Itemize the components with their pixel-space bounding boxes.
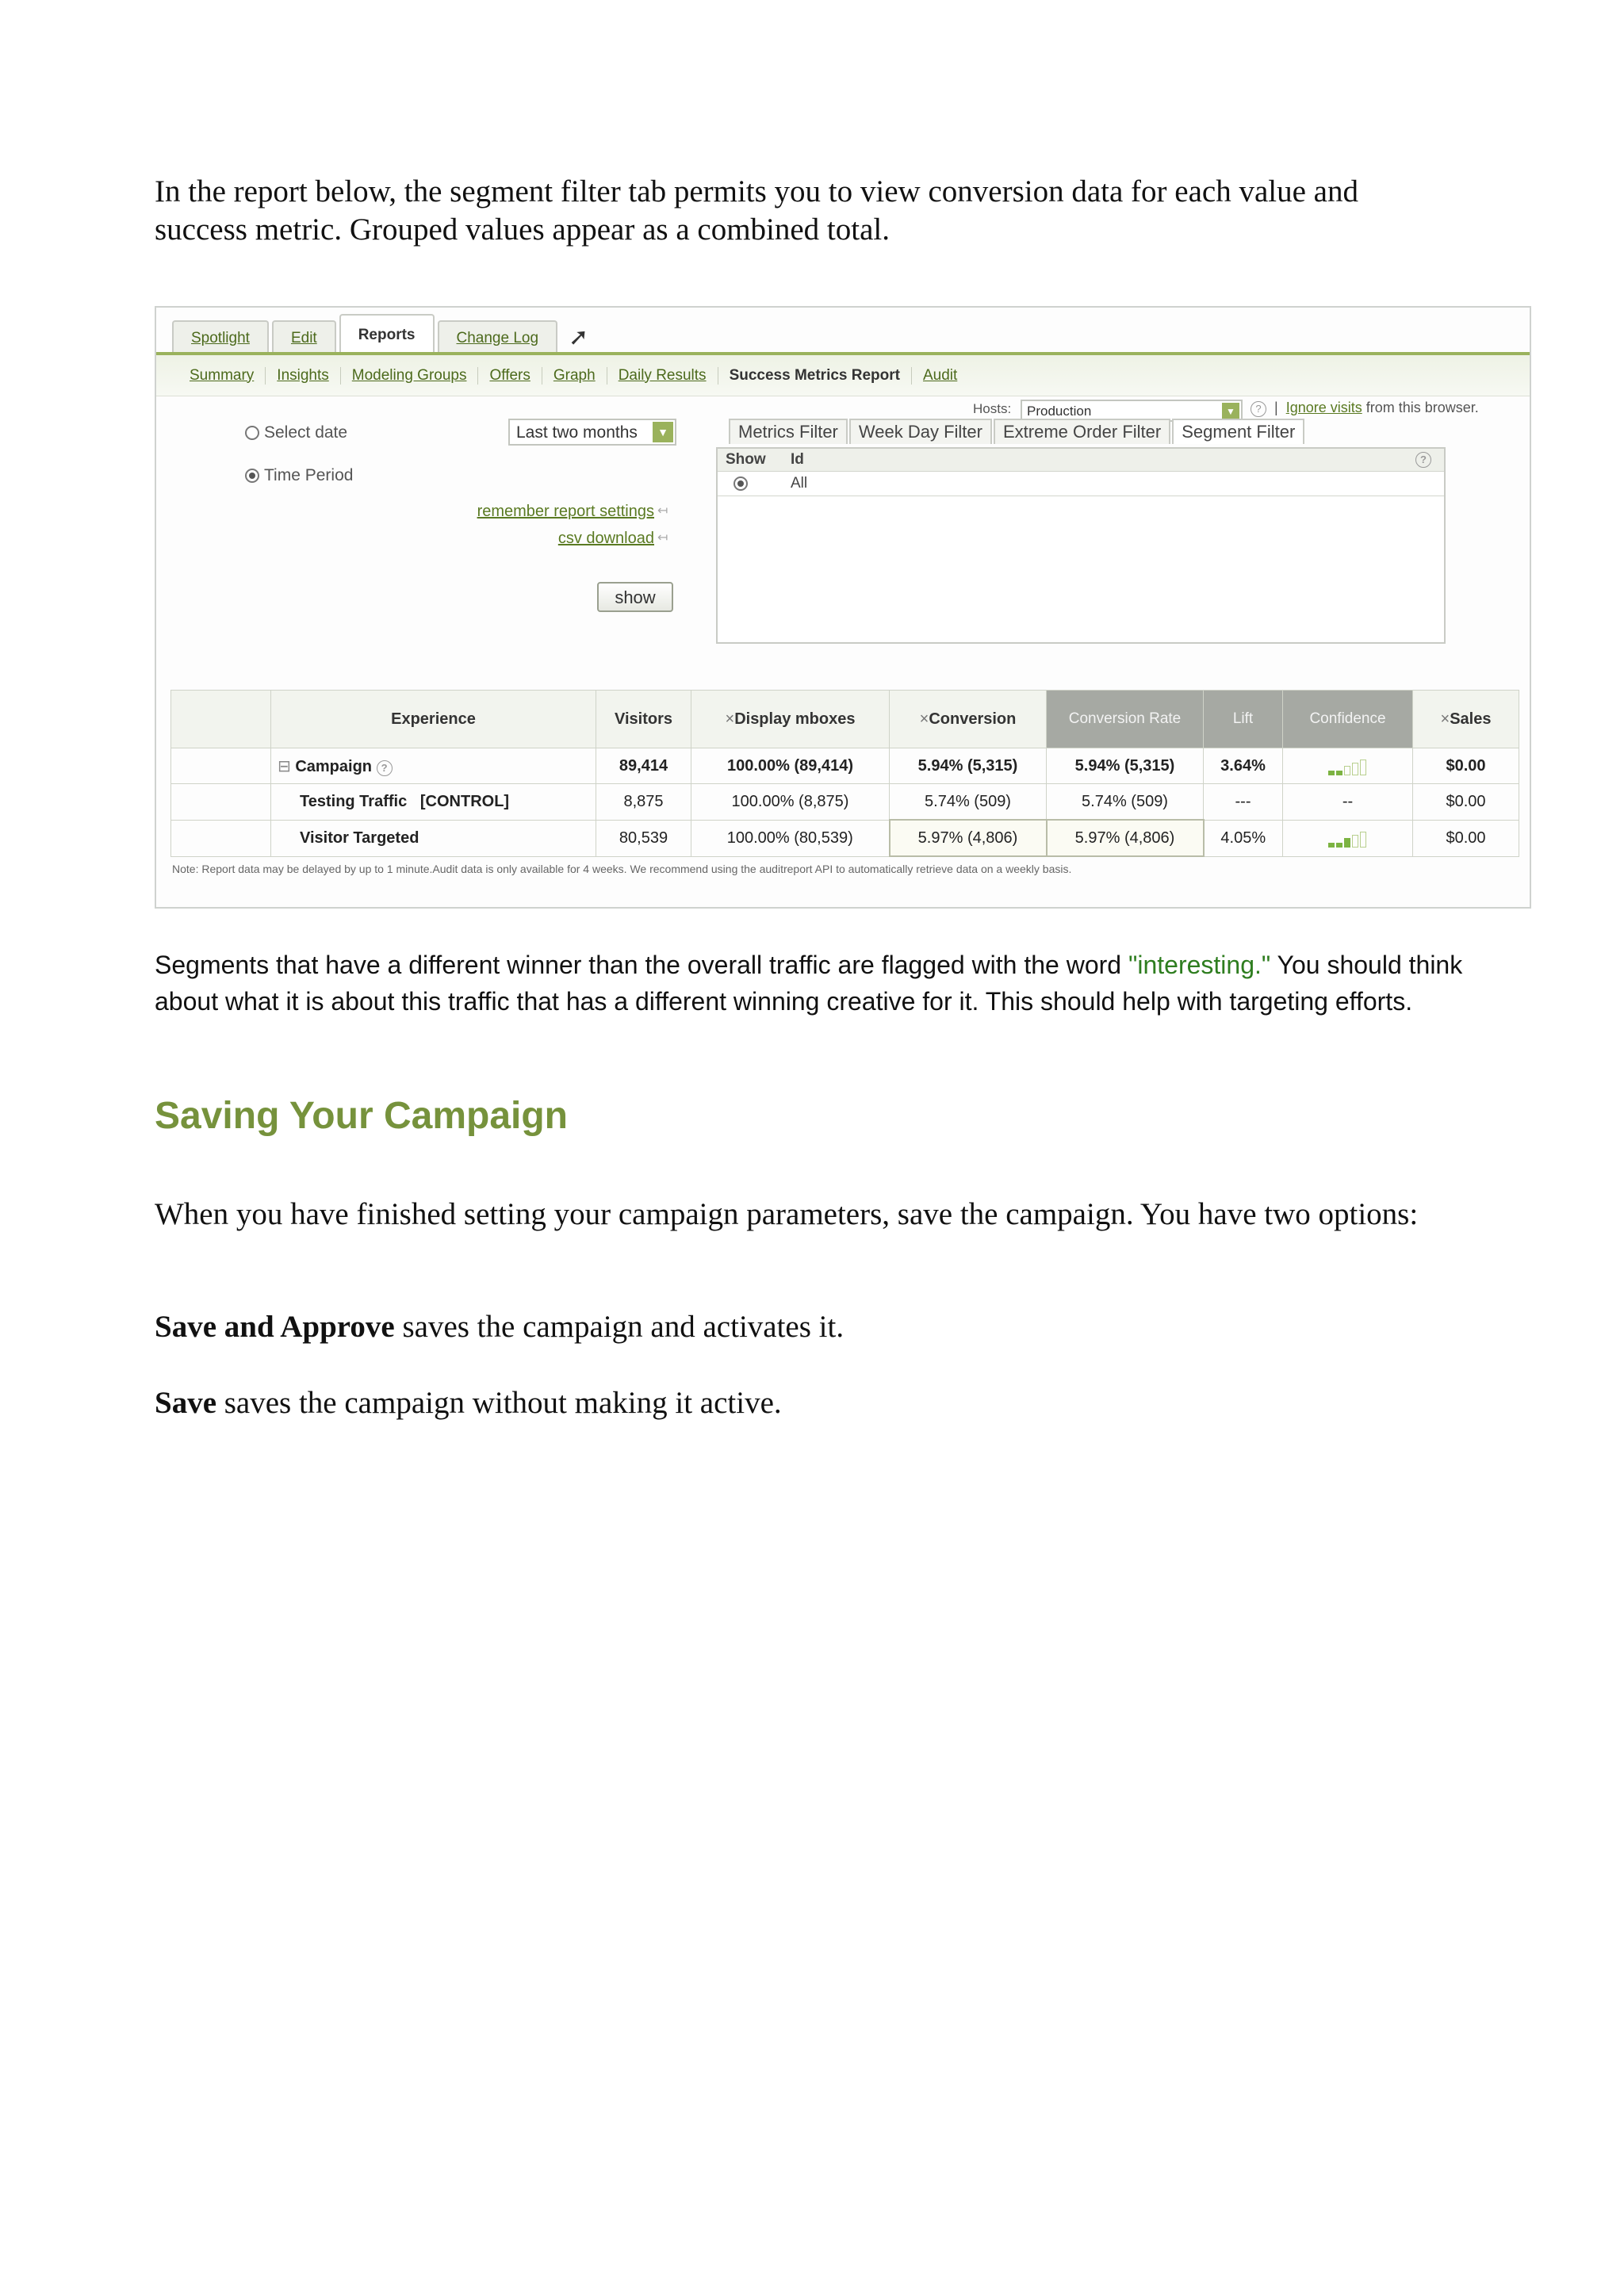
confidence-cell: -- bbox=[1283, 784, 1413, 821]
results-table bbox=[170, 690, 1519, 857]
visitors-cell: 80,539 bbox=[596, 820, 691, 856]
subnav-offers[interactable]: Offers bbox=[478, 367, 542, 385]
conversion-cell: 5.74% (509) bbox=[890, 784, 1047, 821]
help-icon[interactable]: ? bbox=[377, 760, 393, 776]
display-cell: 100.00% (8,875) bbox=[691, 784, 890, 821]
remove-icon[interactable]: × bbox=[919, 710, 929, 728]
save-term: Save bbox=[155, 1386, 216, 1420]
segment-radio[interactable] bbox=[733, 476, 748, 491]
table-row bbox=[171, 748, 1519, 784]
report-subnav bbox=[156, 355, 1530, 396]
time-period-value: Last two months bbox=[516, 423, 638, 442]
subnav-summary[interactable]: Summary bbox=[178, 367, 266, 385]
mouse-cursor-icon: ➚ bbox=[569, 324, 589, 350]
ignore-visits: ? | Ignore visits from this browser. bbox=[1251, 400, 1479, 417]
tab-spotlight[interactable]: Spotlight bbox=[172, 320, 269, 355]
conversion-rate-header: Conversion Rate bbox=[1047, 691, 1204, 748]
sales-cell: $0.00 bbox=[1413, 748, 1519, 784]
time-period-select[interactable] bbox=[508, 419, 676, 446]
section-heading: Saving Your Campaign bbox=[155, 1095, 568, 1137]
experience-cell: Visitor Targeted bbox=[271, 820, 596, 856]
segment-header bbox=[718, 449, 1444, 472]
confidence-cell bbox=[1283, 820, 1413, 856]
segment-panel bbox=[716, 447, 1446, 644]
intro-paragraph: In the report below, the segment filter tab permits you to view conversion data for each value and success metric. Grouped values appear as a combined total. bbox=[155, 174, 1358, 247]
help-icon[interactable]: ? bbox=[1251, 401, 1266, 417]
display-mboxes-header[interactable]: ×Display mboxes bbox=[691, 691, 890, 748]
table-header-row bbox=[171, 691, 1519, 748]
time-period-radio[interactable] bbox=[245, 469, 259, 483]
tab-extreme-order-filter[interactable]: Extreme Order Filter bbox=[994, 419, 1170, 444]
select-date-label: Select date bbox=[264, 423, 348, 442]
lift-cell: 3.64% bbox=[1204, 748, 1283, 784]
conversion-cell: 5.94% (5,315) bbox=[890, 748, 1047, 784]
rate-cell: 5.94% (5,315) bbox=[1047, 748, 1204, 784]
hosts-value: Production bbox=[1027, 404, 1092, 419]
ignore-visits-suffix: from this browser. bbox=[1365, 400, 1479, 415]
table-row bbox=[171, 784, 1519, 821]
visitors-header: Visitors bbox=[596, 691, 691, 748]
report-screenshot bbox=[155, 306, 1531, 909]
experience-cell: ⊟ Campaign ? bbox=[271, 748, 596, 784]
confidence-bars-icon bbox=[1328, 829, 1368, 848]
subnav-daily-results[interactable]: Daily Results bbox=[607, 367, 718, 385]
hosts-label: Hosts: bbox=[973, 401, 1012, 416]
segment-label: All bbox=[791, 475, 808, 492]
report-note: Note: Report data may be delayed by up to 1 minute.Audit data is only available for 4 weeks. We recommend using the auditreport API to automatically retrieve data on a weekly basis. bbox=[172, 863, 1072, 875]
experience-header: Experience bbox=[271, 691, 596, 748]
rate-cell: 5.74% (509) bbox=[1047, 784, 1204, 821]
table-row bbox=[171, 820, 1519, 856]
conversion-cell: 5.97% (4,806) bbox=[890, 820, 1047, 856]
subnav-insights[interactable]: Insights bbox=[266, 367, 340, 385]
chevron-down-icon[interactable]: ▼ bbox=[1222, 403, 1239, 420]
sales-header[interactable]: ×Sales bbox=[1413, 691, 1519, 748]
subnav-graph[interactable]: Graph bbox=[542, 367, 607, 385]
save-approve-term: Save and Approve bbox=[155, 1310, 395, 1344]
chevron-down-icon[interactable]: ▼ bbox=[653, 422, 673, 442]
remove-icon[interactable]: × bbox=[1440, 710, 1450, 728]
remove-icon[interactable]: × bbox=[725, 710, 735, 728]
select-date-option[interactable] bbox=[245, 423, 347, 442]
arrow-icon: ↤ bbox=[657, 531, 668, 545]
segment-show-header: Show bbox=[726, 451, 766, 468]
visitors-cell: 8,875 bbox=[596, 784, 691, 821]
rate-cell: 5.97% (4,806) bbox=[1047, 820, 1204, 856]
visitors-cell: 89,414 bbox=[596, 748, 691, 784]
tab-metrics-filter[interactable]: Metrics Filter bbox=[729, 419, 848, 444]
save-approve-paragraph: Save and Approve saves the campaign and activates it. bbox=[155, 1310, 845, 1344]
time-period-label: Time Period bbox=[264, 466, 354, 484]
confidence-cell bbox=[1283, 748, 1413, 784]
subnav-modeling-groups[interactable]: Modeling Groups bbox=[341, 367, 479, 385]
subnav-success-metrics-report[interactable]: Success Metrics Report bbox=[718, 367, 912, 385]
display-cell: 100.00% (80,539) bbox=[691, 820, 890, 856]
save-paragraph: Save saves the campaign without making it active. bbox=[155, 1386, 782, 1420]
ignore-visits-link[interactable]: Ignore visits bbox=[1285, 400, 1362, 415]
blank-header bbox=[171, 691, 271, 748]
tab-edit[interactable]: Edit bbox=[272, 320, 336, 355]
filter-tabs bbox=[729, 419, 1306, 444]
lift-header: Lift bbox=[1204, 691, 1283, 748]
sales-cell: $0.00 bbox=[1413, 820, 1519, 856]
collapse-icon[interactable]: ⊟ bbox=[278, 757, 291, 775]
display-cell: 100.00% (89,414) bbox=[691, 748, 890, 784]
time-period-option[interactable] bbox=[245, 466, 353, 485]
confidence-header: Confidence bbox=[1283, 691, 1413, 748]
tab-reports[interactable]: Reports bbox=[339, 314, 435, 355]
report-tabs bbox=[172, 314, 561, 354]
experience-cell: Testing Traffic [CONTROL] bbox=[271, 784, 596, 821]
sales-cell: $0.00 bbox=[1413, 784, 1519, 821]
segment-id-header: Id bbox=[791, 451, 804, 468]
confidence-bars-icon bbox=[1328, 757, 1368, 775]
show-button[interactable]: show bbox=[597, 582, 673, 612]
lift-cell: 4.05% bbox=[1204, 820, 1283, 856]
tab-segment-filter[interactable]: Segment Filter bbox=[1172, 419, 1304, 444]
lift-cell: --- bbox=[1204, 784, 1283, 821]
subnav-audit[interactable]: Audit bbox=[922, 366, 958, 384]
interesting-highlight: "interesting." bbox=[1128, 951, 1271, 979]
tab-week-day-filter[interactable]: Week Day Filter bbox=[849, 419, 992, 444]
help-icon[interactable]: ? bbox=[1415, 452, 1431, 468]
save-intro-paragraph: When you have finished setting your campaign parameters, save the campaign. You have two options: bbox=[155, 1197, 1419, 1231]
remember-settings-link[interactable]: remember report settings bbox=[477, 503, 654, 520]
arrow-icon: ↤ bbox=[657, 504, 668, 518]
conversion-header[interactable]: ×Conversion bbox=[890, 691, 1047, 748]
segment-row[interactable] bbox=[718, 472, 1444, 496]
select-date-radio[interactable] bbox=[245, 426, 259, 440]
segments-paragraph: Segments that have a different winner than the overall traffic are flagged with the word "interesting." You should think about what it is about this traffic that has a different winning creative for it. This should help with targeting efforts. bbox=[155, 951, 1463, 1016]
tab-change-log[interactable]: Change Log bbox=[438, 320, 558, 355]
csv-download-link[interactable]: csv download bbox=[557, 530, 654, 547]
